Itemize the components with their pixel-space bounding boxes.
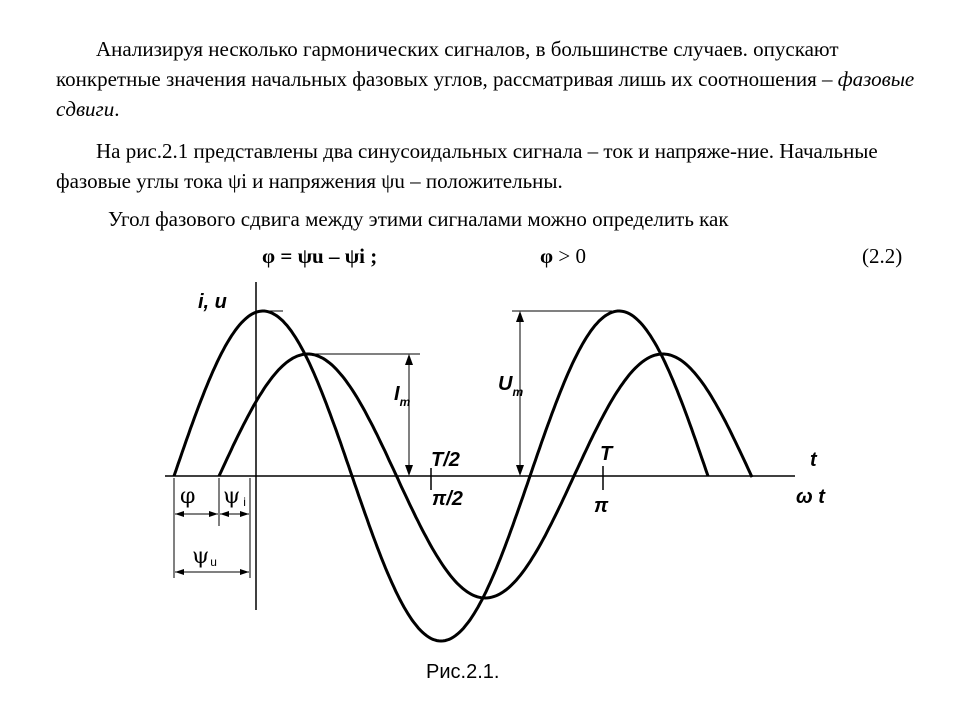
psi-i-arrow-right <box>240 511 249 517</box>
pi-half-label: π/2 <box>432 488 463 510</box>
psi-u-label: ψu <box>192 544 217 569</box>
formula-number: (2.2) <box>862 244 903 268</box>
half-period-label: T/2 <box>431 449 460 471</box>
figure-caption: Рис.2.1. <box>426 661 500 683</box>
im-arrow-down <box>405 465 413 476</box>
um-arrow-up <box>516 311 524 322</box>
im-arrow-up <box>405 354 413 365</box>
value-axis-label: i, u <box>198 291 227 313</box>
phi-arrow-left <box>175 511 184 517</box>
um-arrow-down <box>516 465 524 476</box>
phi-arrow-right <box>209 511 218 517</box>
pi-label: π <box>594 495 609 517</box>
phase-shift-term: фазовые сдвиги <box>56 67 915 121</box>
omega-t-axis-label: ω t <box>796 486 825 508</box>
psi-u-arrow-left <box>175 569 184 575</box>
condition-symbol: φ <box>540 244 554 268</box>
time-axis-label: t <box>810 449 817 471</box>
condition-rest: > 0 <box>553 244 586 268</box>
psi-i-arrow-left <box>220 511 229 517</box>
paragraph-1-text: Анализируя несколько гармонических сигналов, в большинстве случаев. опускают конкретные значения начальных фазовых углов, рассматривая лишь их соотношения – <box>56 37 839 91</box>
period-label: T <box>600 443 613 465</box>
formula: φ = ψu – ψi ; <box>262 244 378 268</box>
phi-label: φ <box>180 484 196 509</box>
paragraph-3: Угол фазового сдвига между этими сигналами можно определить как <box>108 207 729 231</box>
um-label: $U_m$ <box>498 373 524 399</box>
psi-i-label: ψi <box>223 484 246 509</box>
paragraph-2: На рис.2.1 представлены два синусоидальных сигнала – ток и напряже-ние. Начальные фазовые углы тока ψi и напряжения ψu – положительны. <box>56 139 878 193</box>
psi-u-arrow-right <box>240 569 249 575</box>
im-label: $I_m$ <box>394 383 411 409</box>
paragraph-1-end: . <box>114 97 120 121</box>
